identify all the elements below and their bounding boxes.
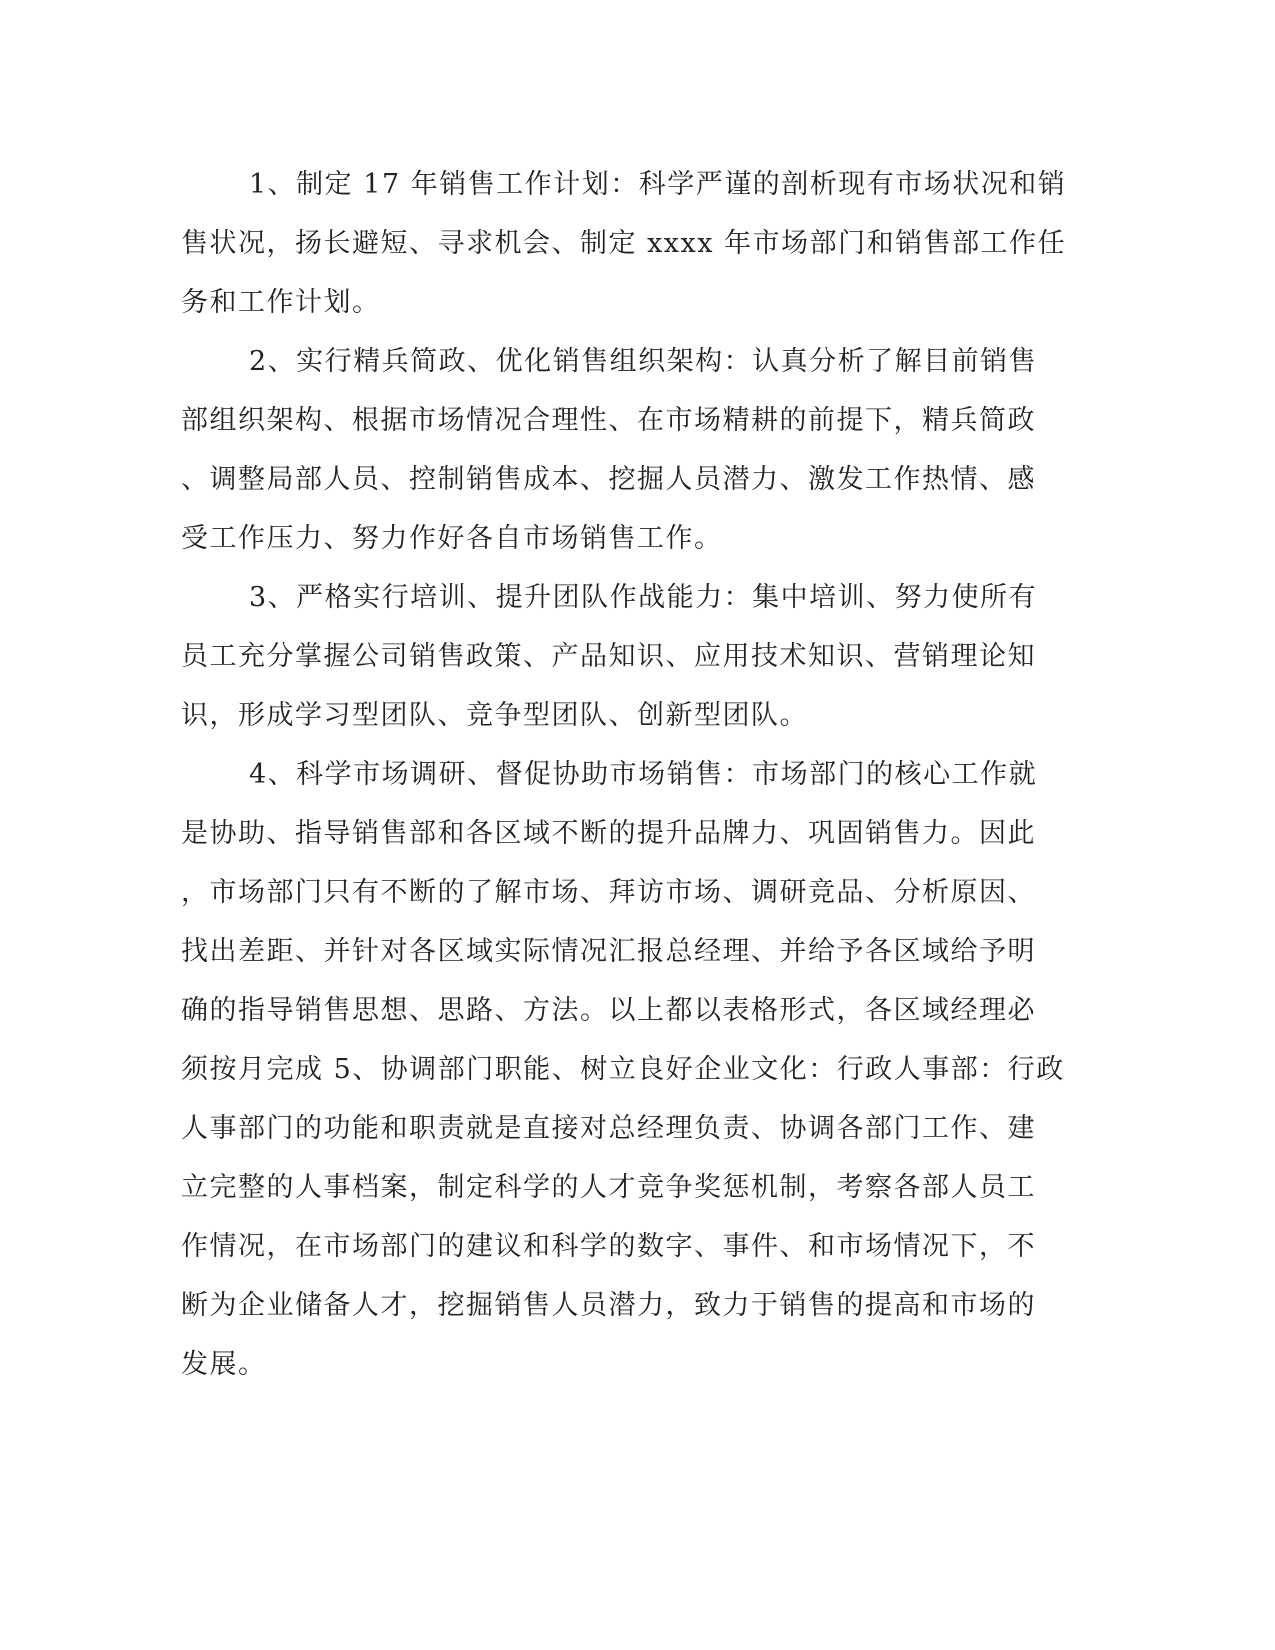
text-line: 4、科学市场调研、督促协助市场销售：市场部门的核心工作就 xyxy=(249,759,1038,790)
text-line: 人事部门的功能和职责就是直接对总经理负责、协调各部门工作、建 xyxy=(181,1113,1036,1144)
text-line: 部组织架构、根据市场情况合理性、在市场精耕的前提下，精兵简政 xyxy=(181,405,1036,436)
paragraph-3 xyxy=(181,568,1036,745)
text-line: 识，形成学习型团队、竞争型团队、创新型团队。 xyxy=(181,700,808,731)
text-line: 找出差距、并针对各区域实际情况汇报总经理、并给予各区域给予明 xyxy=(181,936,1036,967)
text-line: 2、实行精兵简政、优化销售组织架构：认真分析了解目前销售 xyxy=(249,346,1038,377)
text-line: 断为企业储备人才，挖掘销售人员潜力，致力于销售的提高和市场的 xyxy=(181,1290,1036,1321)
text-line: 、调整局部人员、控制销售成本、挖掘人员潜力、激发工作热情、感 xyxy=(181,464,1036,495)
text-line: 1、制定 17 年销售工作计划：科学严谨的剖析现有市场状况和销 xyxy=(249,169,1067,200)
text-line: 立完整的人事档案，制定科学的人才竞争奖惩机制，考察各部人员工 xyxy=(181,1172,1036,1203)
paragraph-2 xyxy=(181,332,1036,568)
text-line: 确的指导销售思想、思路、方法。以上都以表格形式，各区域经理必 xyxy=(181,995,1036,1026)
text-line: 员工充分掌握公司销售政策、产品知识、应用技术知识、营销理论知 xyxy=(181,641,1036,672)
text-line: 售状况，扬长避短、寻求机会、制定 xxxx 年市场部门和销售部工作任 xyxy=(181,228,1067,259)
text-line: 3、严格实行培训、提升团队作战能力：集中培训、努力使所有 xyxy=(249,582,1038,613)
text-line: 是协助、指导销售部和各区域不断的提升品牌力、巩固销售力。因此 xyxy=(181,818,1036,849)
paragraph-4 xyxy=(181,745,1065,1394)
text-line: 须按月完成 5、协调部门职能、树立良好企业文化：行政人事部：行政 xyxy=(181,1054,1065,1085)
text-line: 作情况，在市场部门的建议和科学的数字、事件、和市场情况下，不 xyxy=(181,1231,1036,1262)
document-body xyxy=(181,155,1067,1394)
text-line: 受工作压力、努力作好各自市场销售工作。 xyxy=(181,523,723,554)
text-line: 务和工作计划。 xyxy=(181,287,381,318)
text-line: ，市场部门只有不断的了解市场、拜访市场、调研竞品、分析原因、 xyxy=(181,877,1036,908)
paragraph-1 xyxy=(181,155,1067,332)
text-line: 发展。 xyxy=(181,1349,267,1380)
